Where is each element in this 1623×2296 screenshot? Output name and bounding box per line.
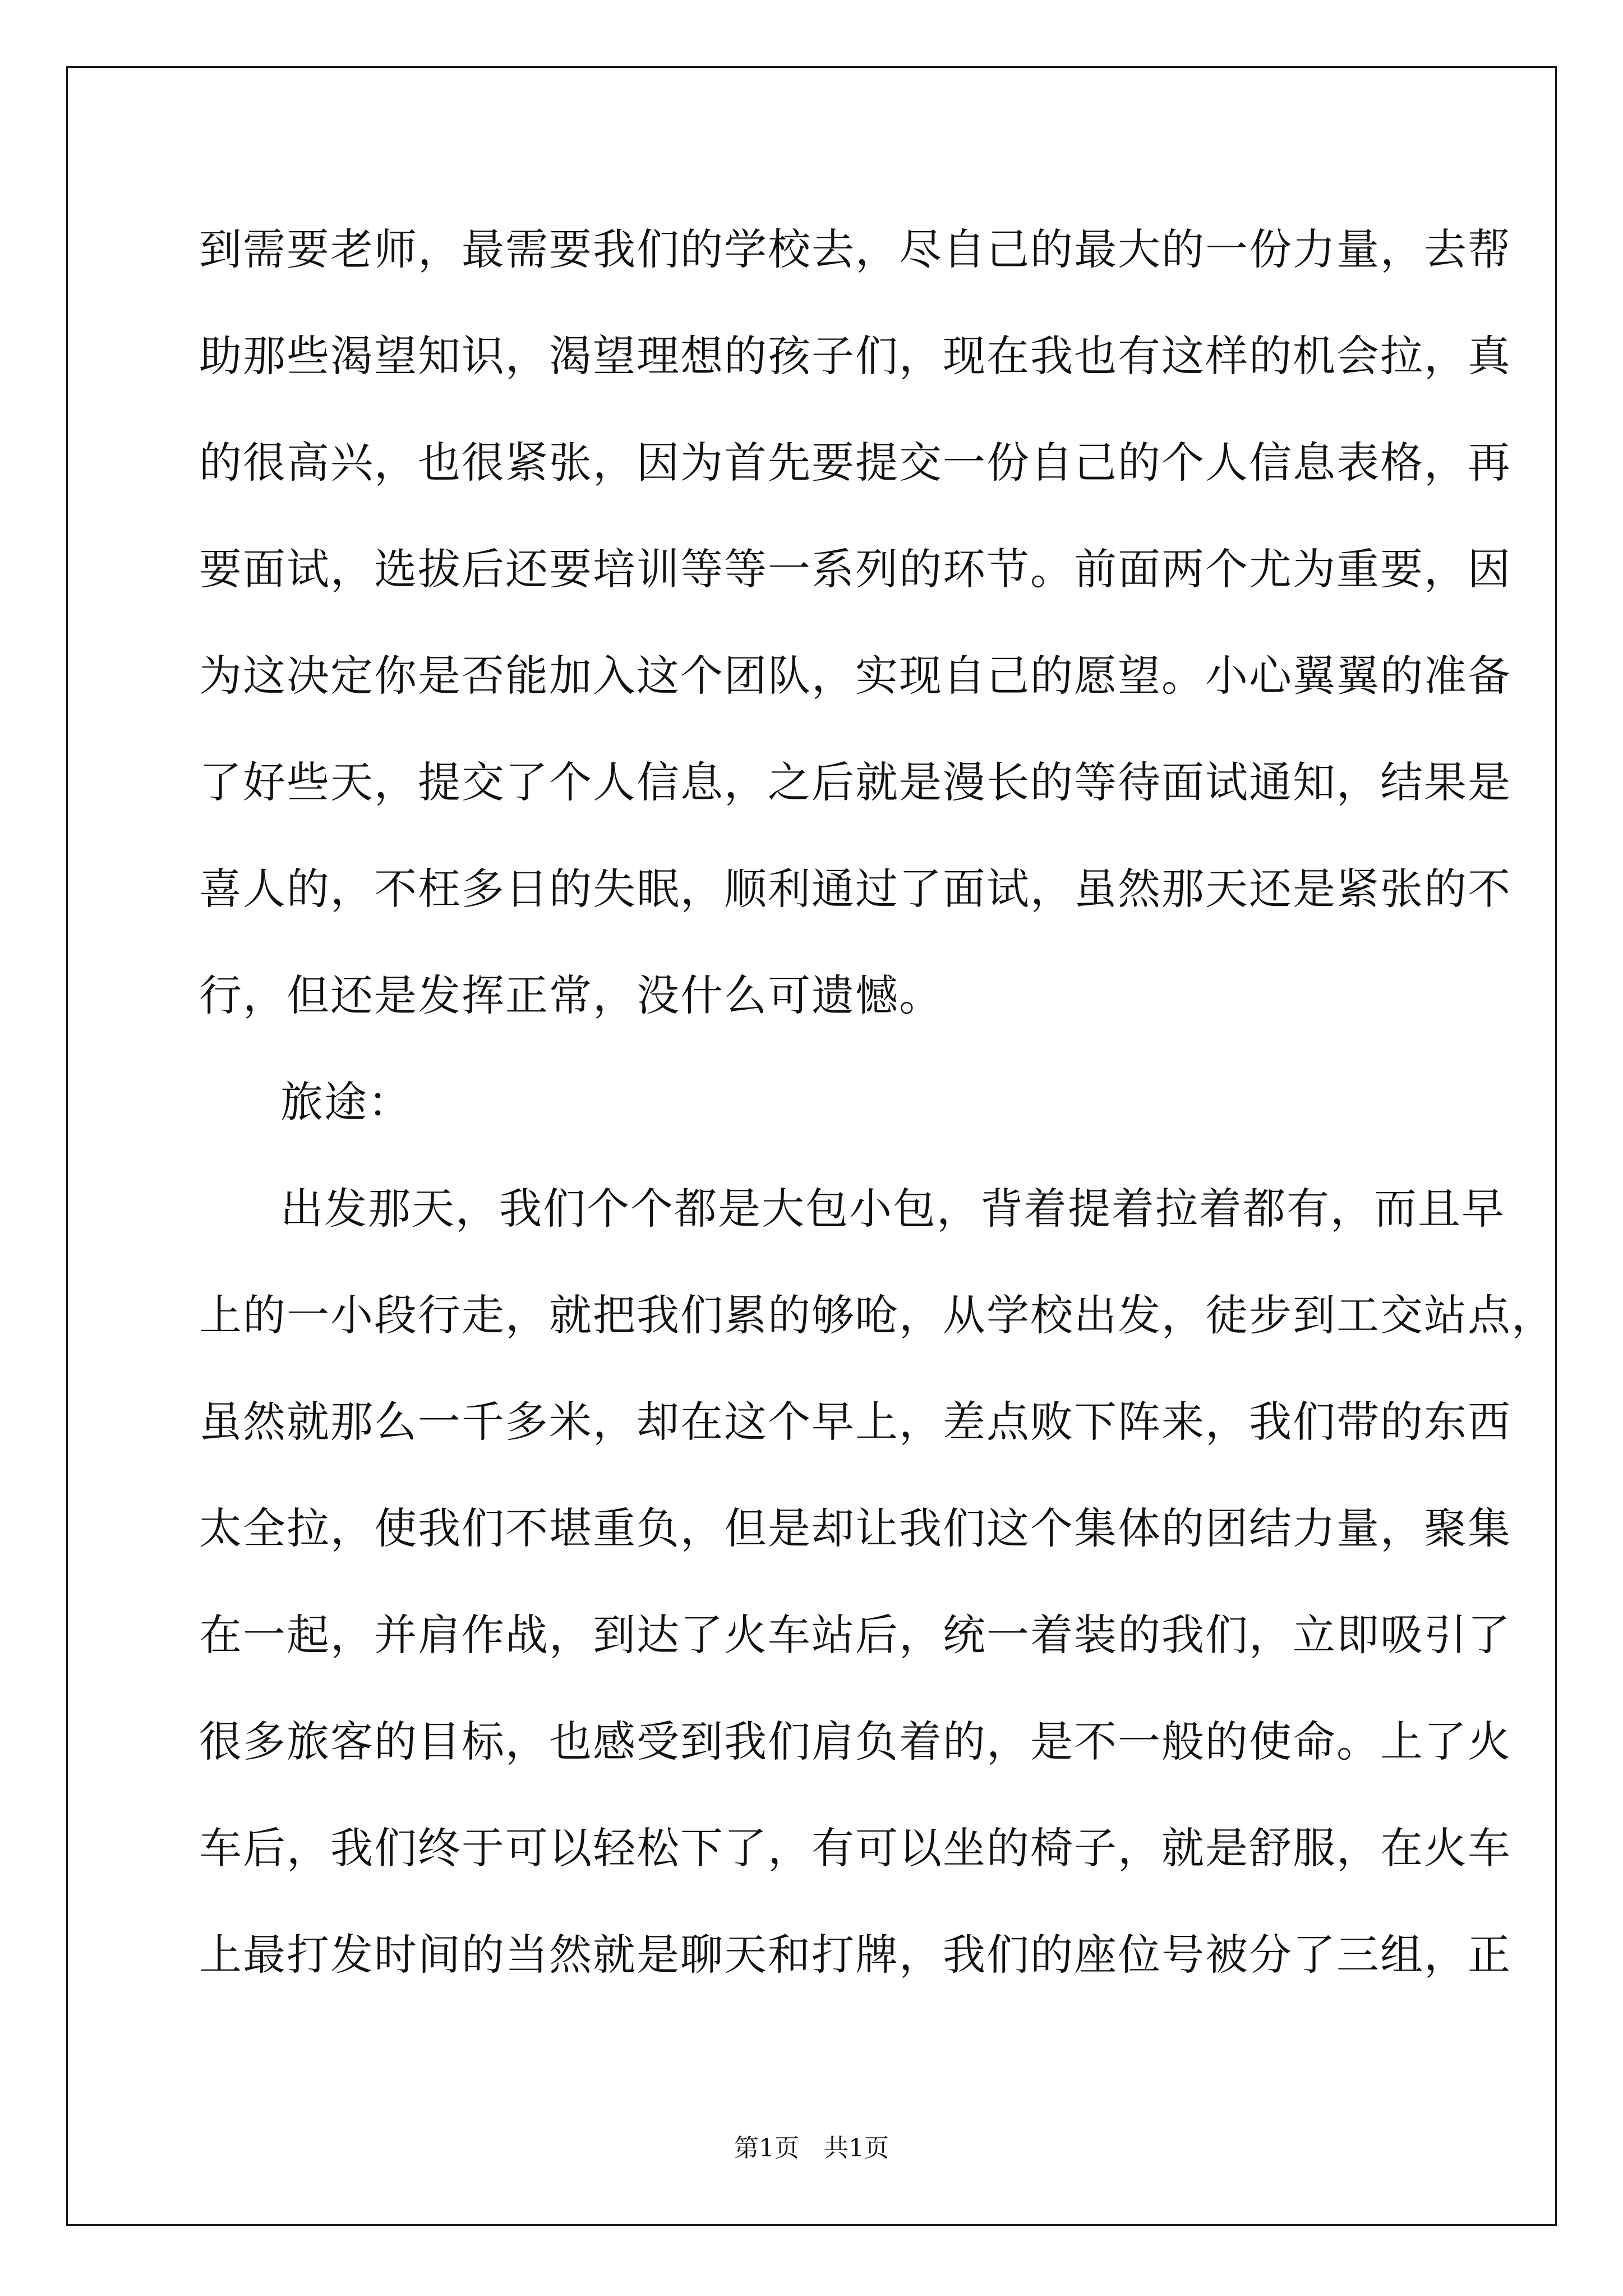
text-line: 助那些渴望知识，渴望理想的孩子们，现在我也有这样的机会拉，真 [199,331,1511,381]
text-line: 在一起，并肩作战，到达了火车站后，统一着装的我们，立即吸引了 [199,1610,1511,1660]
text-line: 要面试，选拔后还要培训等等一系列的环节。前面两个尤为重要，因 [199,544,1511,594]
page-border [66,66,1557,2226]
text-line: 车后，我们终于可以轻松下了，有可以坐的椅子，就是舒服，在火车 [199,1823,1511,1873]
text-line: 了好些天，提交了个人信息，之后就是漫长的等待面试通知，结果是 [199,757,1511,807]
text-line: 上的一小段行走，就把我们累的够呛，从学校出发，徒步到工交站点， [199,1290,1555,1340]
text-line: 虽然就那么一千多米，却在这个早上，差点败下阵来，我们带的东西 [199,1397,1511,1447]
text-line: 行，但还是发挥正常，没什么可遗憾。 [199,970,943,1020]
page-number-current: 第1页 [734,2134,799,2162]
text-line: 出发那天，我们个个都是大包小包，背着提着拉着都有，而且早 [280,1184,1505,1234]
text-line: 喜人的，不枉多日的失眠，顺利通过了面试，虽然那天还是紧张的不 [199,864,1511,914]
text-line: 到需要老师，最需要我们的学校去，尽自己的最大的一份力量，去帮 [199,224,1511,274]
text-line: 为这决定你是否能加入这个团队，实现自己的愿望。小心翼翼的准备 [199,651,1511,701]
page-number-total: 共1页 [824,2134,889,2162]
section-heading: 旅途： [280,1077,412,1127]
text-line: 上最打发时间的当然就是聊天和打牌，我们的座位号被分了三组，正 [199,1930,1511,1980]
text-line: 的很高兴，也很紧张，因为首先要提交一份自己的个人信息表格，再 [199,438,1511,487]
text-line: 很多旅客的目标，也感受到我们肩负着的，是不一般的使命。上了火 [199,1717,1511,1766]
page-footer [0,2132,1623,2165]
text-line: 太全拉，使我们不堪重负，但是却让我们这个集体的团结力量，聚集 [199,1503,1511,1553]
